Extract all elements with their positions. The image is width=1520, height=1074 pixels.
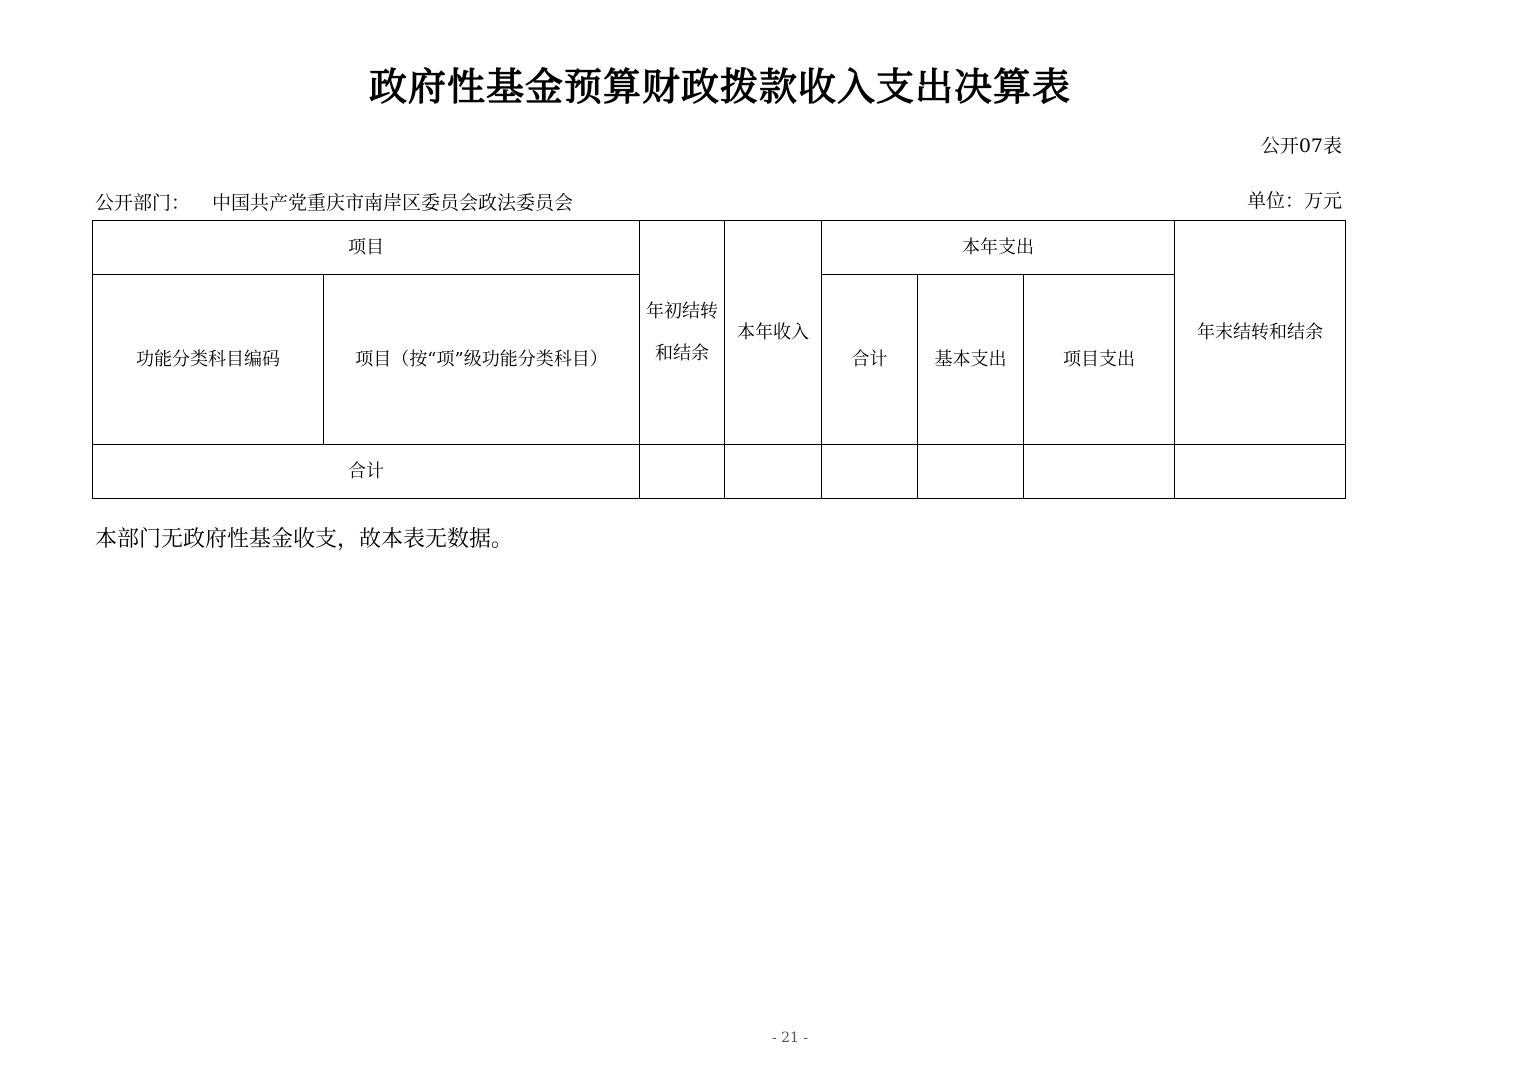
no-data-note: 本部门无政府性基金收支，故本表无数据。	[95, 527, 514, 552]
page-title: 政府性基金预算财政拨款收入支出决算表	[368, 64, 1071, 109]
header-function-code: 功能分类科目编码	[93, 275, 324, 445]
total-current-income	[725, 445, 822, 499]
form-code: 公开07表	[1260, 135, 1342, 157]
header-carryover-start: 年初结转和结余	[640, 221, 725, 445]
total-basic-expense	[918, 445, 1024, 499]
total-carryover-start	[640, 445, 725, 499]
header-project-expense: 项目支出	[1024, 275, 1175, 445]
header-current-income: 本年收入	[725, 221, 822, 445]
header-carryover-end: 年末结转和结余	[1175, 221, 1346, 445]
unit-label: 单位：万元	[1246, 190, 1342, 212]
department-name: 中国共产党重庆市南岸区委员会政法委员会	[212, 192, 574, 214]
department-label: 公开部门：	[95, 192, 191, 214]
total-carryover-end	[1175, 445, 1346, 499]
page-number: - 21 -	[771, 1030, 809, 1046]
department-line	[95, 188, 573, 215]
total-row-label: 合计	[93, 445, 640, 499]
header-row-1	[93, 221, 1346, 275]
header-current-expense: 本年支出	[822, 221, 1175, 275]
header-basic-expense: 基本支出	[918, 275, 1024, 445]
header-project-by-item: 项目（按“项”级功能分类科目）	[324, 275, 640, 445]
header-total-expense: 合计	[822, 275, 918, 445]
header-project: 项目	[93, 221, 640, 275]
total-total-expense	[822, 445, 918, 499]
fund-table	[92, 220, 1346, 499]
total-project-expense	[1024, 445, 1175, 499]
total-row	[93, 445, 1346, 499]
